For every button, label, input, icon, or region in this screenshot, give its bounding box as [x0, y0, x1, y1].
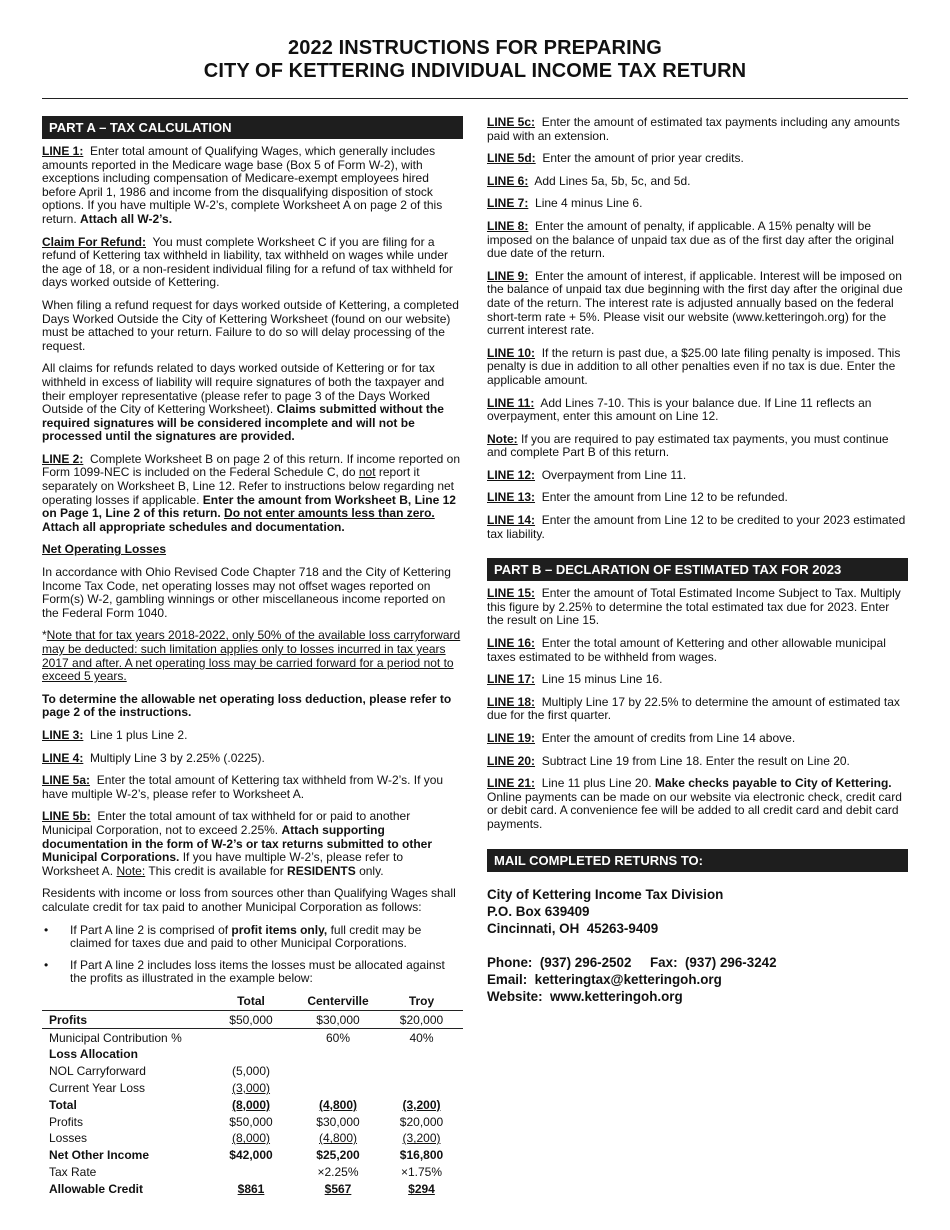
cell-total: $42,000 — [229, 1148, 273, 1163]
table-row — [42, 1113, 463, 1130]
credit-bullet-list — [42, 924, 463, 986]
row-label: Total — [49, 1097, 77, 1112]
claims-bold: Claims submitted without the required signatures will be considered incomplete and will not be processed until the signatures are provided. — [42, 402, 444, 444]
cell-centerville — [296, 1063, 380, 1080]
residents-paragraph: Residents with income or loss from sources other than Qualifying Wages shall calculate credit for tax paid to another Municipal Corporation as follows: — [42, 886, 456, 914]
line-1-instruction — [42, 145, 463, 227]
cell-troy: ×1.75% — [400, 1164, 443, 1179]
bullet-icon: • — [44, 922, 49, 937]
bullet-icon: • — [44, 957, 49, 972]
nol-note — [42, 629, 463, 683]
table-row — [42, 1046, 463, 1063]
bullet-profit-only — [42, 924, 463, 951]
line-5b-text-3: This credit is available for — [148, 863, 284, 878]
line-2-text-a: Complete Worksheet B on page 2 of this return. If income reported on Form 1099-NEC is included on the Federal Schedule C, do — [42, 451, 460, 480]
line-18-text: Multiply Line 17 by 22.5% to determine the amount of estimated tax due for the first quarter. — [487, 694, 900, 723]
line-5b-note: Note: — [116, 863, 146, 878]
line-12-instruction — [487, 469, 908, 483]
refund-label: Claim For Refund: — [42, 234, 146, 249]
mailing-address — [487, 886, 908, 1005]
line-2-instruction — [42, 453, 463, 535]
cell-troy — [380, 1096, 463, 1113]
line-21-bold: Make checks payable to City of Kettering. — [654, 776, 892, 791]
cell-centerville — [296, 1130, 380, 1147]
bullet-2-text: If Part A line 2 includes loss items the losses must be allocated against the profits as illustrated in the example below: — [70, 957, 445, 986]
row-label: Current Year Loss — [49, 1080, 146, 1095]
cell-centerville-value: $567 — [324, 1181, 352, 1196]
cell-total — [206, 1130, 296, 1147]
line-12-label: LINE 12: — [487, 467, 536, 482]
line-14-text: Enter the amount from Line 12 to be credited to your 2023 estimated tax liability. — [487, 513, 906, 541]
cell-total-value: (8,000) — [231, 1097, 271, 1112]
line-12-text: Overpayment from Line 11. — [541, 467, 687, 482]
line-11-label: LINE 11: — [487, 395, 535, 410]
cell-total: (5,000) — [231, 1064, 271, 1079]
line-8-instruction — [487, 220, 908, 261]
cell-total — [206, 1046, 296, 1063]
line-2-not: not — [358, 465, 376, 480]
line-6-instruction — [487, 175, 908, 189]
nol-determine: To determine the allowable net operating loss deduction, please refer to page 2 of the instructions. — [42, 691, 452, 720]
line-16-label: LINE 16: — [487, 636, 536, 651]
line-20-text: Subtract Line 19 from Line 18. Enter the result on Line 20. — [541, 753, 850, 768]
line-2-bold-underline: Do not enter amounts less than zero. — [224, 506, 435, 521]
cell-centerville — [296, 1046, 380, 1063]
line-4-instruction — [42, 752, 463, 766]
credit-example-table — [42, 994, 463, 1197]
line-5c-label: LINE 5c: — [487, 115, 536, 129]
line-9-text: Enter the amount of interest, if applicable. Interest will be imposed on the balance of unpaid tax due beginning with the first day after the original due date of the return. The interest rate is adjusted annually based on the federal short-term rate + 5%. Please visit our website (www.ketteringoh.org) for the current interest rate. — [487, 268, 903, 338]
line-15-instruction — [487, 587, 908, 628]
line-9-label: LINE 9: — [487, 268, 529, 283]
cell-centerville: $30,000 — [296, 1011, 380, 1029]
cell-total-value: (8,000) — [231, 1131, 271, 1146]
line-16-instruction — [487, 637, 908, 664]
line-5d-text: Enter the amount of prior year credits. — [542, 151, 744, 166]
line-2-label: LINE 2: — [42, 451, 84, 466]
line-6-text: Add Lines 5a, 5b, 5c, and 5d. — [534, 173, 691, 188]
cell-total — [206, 1180, 296, 1197]
mail-website: Website: www.ketteringoh.org — [487, 988, 683, 1004]
column-header: Total — [206, 994, 296, 1011]
cell-total: $50,000 — [206, 1011, 296, 1029]
line-13-instruction — [487, 491, 908, 505]
right-column — [487, 116, 908, 1005]
cell-centerville: ×2.25% — [317, 1164, 359, 1179]
row-label: NOL Carryforward — [49, 1064, 146, 1079]
cell-total: $50,000 — [229, 1114, 273, 1129]
page-title — [0, 37, 950, 83]
cell-centerville: $25,200 — [316, 1148, 360, 1163]
line-15-text: Enter the amount of Total Estimated Income Subject to Tax. Multiply this figure by 2.25% to determine the total estimated tax due for 2023. Enter the result on Line 15. — [487, 586, 901, 628]
bullet-1-bold: profit items only, — [231, 922, 328, 937]
line-7-instruction — [487, 197, 908, 211]
line-2-bold-end: Attach all appropriate schedules and documentation. — [42, 519, 345, 534]
line-5b-text: Enter the total amount of tax withheld for or paid to another Municipal Corporation, not to exceed 2.25%. — [42, 809, 411, 837]
cell-troy-value: (3,200) — [402, 1097, 441, 1112]
line-10-label: LINE 10: — [487, 345, 536, 360]
line-4-label: LINE 4: — [42, 750, 84, 765]
line-16-text: Enter the total amount of Kettering and other allowable municipal taxes estimated to be withheld from wages. — [487, 636, 886, 664]
line-21-text: Line 11 plus Line 20. — [541, 776, 652, 791]
line-1-label: LINE 1: — [42, 144, 84, 158]
column-header — [42, 994, 206, 1011]
line-20-label: LINE 20: — [487, 753, 536, 768]
row-label: Losses — [49, 1131, 88, 1146]
line-8-label: LINE 8: — [487, 218, 529, 233]
line-18-instruction — [487, 696, 908, 723]
line-3-instruction — [42, 729, 463, 743]
estimated-note — [487, 433, 908, 460]
cell-troy: $16,800 — [399, 1148, 444, 1163]
cell-centerville — [296, 1080, 380, 1097]
row-label: Tax Rate — [49, 1164, 97, 1179]
part-b-heading: PART B – DECLARATION OF ESTIMATED TAX FOR 2023 — [487, 558, 908, 581]
line-21-text-2: Online payments can be made on our website via electronic check, credit card or debit card. A convenience fee will be added to all credit card and debit card payments. — [487, 789, 902, 831]
mail-spacer — [487, 937, 908, 954]
nol-paragraph: In accordance with Ohio Revised Code Chapter 718 and the City of Kettering Income Tax Code, net operating losses may not offset wages reported on Form(s) W-2, gambling winnings or other miscellaneous income reported on the Federal Form 1040. — [42, 565, 451, 620]
cell-centerville — [296, 1096, 380, 1113]
row-label: Allowable Credit — [49, 1181, 144, 1196]
title-line-1: 2022 INSTRUCTIONS FOR PREPARING — [288, 37, 662, 59]
line-17-text: Line 15 minus Line 16. — [541, 672, 663, 687]
line-5b-text-2: If you have multiple W-2’s, please refer to Worksheet A. — [42, 850, 404, 878]
cell-total-value: $861 — [237, 1181, 265, 1196]
line-6-label: LINE 6: — [487, 173, 529, 188]
table-row — [42, 1080, 463, 1097]
line-5d-instruction — [487, 152, 908, 166]
line-11-instruction — [487, 397, 908, 424]
line-21-label: LINE 21: — [487, 776, 536, 791]
row-label: Net Other Income — [49, 1148, 150, 1163]
line-5d-label: LINE 5d: — [487, 151, 536, 166]
cell-troy: $20,000 — [399, 1114, 444, 1129]
table-row — [42, 1063, 463, 1080]
table-row — [42, 1011, 463, 1029]
note-text: If you are required to pay estimated tax payments, you must continue and complete Part B of this return. — [487, 431, 889, 460]
cell-total — [206, 1096, 296, 1113]
cell-troy — [380, 1180, 463, 1197]
refund-text: You must complete Worksheet C if you are filing for a refund of Kettering tax withheld in liability, tax withheld on wages while under the age of 18, or a non-resident individual filing for a refund of tax withheld for days worked outside of Kettering. — [42, 234, 453, 290]
cell-troy — [380, 1130, 463, 1147]
line-5a-instruction — [42, 774, 463, 801]
table-row — [42, 1180, 463, 1197]
table-header-row — [42, 994, 463, 1011]
line-2-text-b: report it separately on Worksheet B, Line 12. Refer to instructions below regarding net operating losses if applicable. — [42, 465, 455, 507]
line-10-instruction — [487, 347, 908, 388]
mail-phone: Phone: (937) 296-2502 Fax: (937) 296-3242 — [487, 954, 777, 970]
nol-heading: Net Operating Losses — [42, 542, 167, 557]
line-21-instruction — [487, 777, 908, 831]
nol-note-text: Note that for tax years 2018-2022, only 50% of the available loss carryforward may be deducted: such limitation applies only to losses incurred in tax years 2017 and after. A net operating loss may be carried forward for a period not to exceed 5 years. — [42, 628, 461, 684]
mail-name: City of Kettering Income Tax Division — [487, 886, 724, 902]
row-label: Profits — [49, 1114, 84, 1129]
line-7-text: Line 4 minus Line 6. — [535, 196, 643, 211]
cell-centerville-value: (4,800) — [318, 1131, 358, 1146]
line-1-bold: Attach all W-2’s. — [80, 211, 173, 226]
line-3-text: Line 1 plus Line 2. — [90, 727, 188, 742]
column-header: Centerville — [296, 994, 380, 1011]
cell-centerville: 60% — [325, 1030, 351, 1045]
cell-troy — [380, 1080, 463, 1097]
line-5b-residents: RESIDENTS — [287, 863, 356, 878]
mail-email: Email: ketteringtax@ketteringoh.org — [487, 971, 722, 987]
cell-centerville-value: (4,800) — [318, 1097, 358, 1112]
line-5b-instruction — [42, 810, 463, 878]
part-a-heading: PART A – TAX CALCULATION — [42, 116, 463, 139]
line-11-text: Add Lines 7-10. This is your balance due. If Line 11 reflects an overpayment, enter this amount on Line 12. — [487, 395, 872, 424]
line-7-label: LINE 7: — [487, 196, 529, 211]
cell-troy-value: $294 — [408, 1181, 435, 1196]
table-row — [42, 1130, 463, 1147]
line-17-instruction — [487, 673, 908, 687]
bullet-1-text-b: full credit may be claimed for taxes due and paid to other Municipal Corporations. — [70, 922, 422, 951]
line-19-label: LINE 19: — [487, 731, 536, 745]
cell-troy — [380, 1063, 463, 1080]
line-1-text: Enter total amount of Qualifying Wages, which generally includes amounts reported in the Medicare wage base (Box 5 of Form W-2), with exceptions including compensation of Medicare-exempt employees hired before April 1, 1986 and income from the disqualifying disposition of stock options. If you have multiple W-2’s, complete Worksheet A on page 2 of this return. — [42, 144, 443, 226]
cell-centerville: $30,000 — [316, 1114, 360, 1129]
line-5a-label: LINE 5a: — [42, 773, 91, 788]
line-2-bold: Enter the amount from Worksheet B, Line 12 on Page 1, Line 2 of this return. — [42, 492, 456, 521]
line-13-text: Enter the amount from Line 12 to be refunded. — [541, 490, 788, 505]
line-19-text: Enter the amount of credits from Line 14 above. — [541, 731, 796, 745]
cell-troy — [380, 1046, 463, 1063]
note-label: Note: — [487, 431, 518, 446]
line-15-label: LINE 15: — [487, 586, 536, 601]
bullet-loss-items — [42, 959, 463, 986]
line-5b-only: only. — [359, 863, 384, 878]
cell-total — [206, 1029, 296, 1046]
cell-centerville — [296, 1180, 380, 1197]
line-5c-instruction — [487, 116, 908, 143]
row-label: Loss Allocation — [49, 1047, 138, 1062]
table-row — [42, 1029, 463, 1046]
line-8-text: Enter the amount of penalty, if applicable. A 15% penalty will be imposed on the balance of unpaid tax due as of the first day after the original due date of the return. — [487, 218, 894, 261]
mail-city: Cincinnati, OH 45263-9409 — [487, 920, 659, 936]
line-5a-text: Enter the total amount of Kettering tax withheld from W-2’s. If you have multiple W-2’s, please refer to Worksheet A. — [42, 773, 444, 801]
left-column — [42, 116, 463, 1197]
row-label: Municipal Contribution % — [49, 1030, 182, 1045]
cell-troy: $20,000 — [380, 1011, 463, 1029]
cell-troy-value: (3,200) — [402, 1131, 441, 1146]
line-5c-text: Enter the amount of estimated tax payments including any amounts paid with an extension. — [487, 115, 900, 143]
cell-total — [206, 1080, 296, 1097]
claims-text: All claims for refunds related to days worked outside of Kettering or for tax withheld in excess of liability will require signatures of both the taxpayer and their employer representative (please refer to page 3 of the Days Worked Outside of the City of Kettering Worksheet). — [42, 361, 445, 417]
mail-heading: MAIL COMPLETED RETURNS TO: — [487, 849, 908, 872]
line-4-text: Multiply Line 3 by 2.25% (.0225). — [90, 750, 265, 765]
line-13-label: LINE 13: — [487, 490, 536, 505]
line-14-label: LINE 14: — [487, 513, 536, 528]
cell-troy: 40% — [409, 1030, 434, 1045]
claims-paragraph — [42, 362, 463, 444]
line-17-label: LINE 17: — [487, 672, 536, 687]
line-3-label: LINE 3: — [42, 727, 84, 742]
line-14-instruction — [487, 514, 908, 541]
line-18-label: LINE 18: — [487, 694, 536, 709]
title-line-2: CITY OF KETTERING INDIVIDUAL INCOME TAX RETURN — [203, 60, 747, 82]
column-header: Troy — [380, 994, 463, 1011]
line-19-instruction — [487, 732, 908, 746]
line-20-instruction — [487, 755, 908, 769]
line-10-text: If the return is past due, a $25.00 late filing penalty is imposed. This penalty is due in addition to all other penalties even if no tax is due. Enter the applicable amount. — [487, 345, 901, 387]
days-worked-paragraph: When filing a refund request for days worked outside of Kettering, a completed Days Worked Outside the City of Kettering Worksheet (found on our website) must be attached to your return. Failure to do so will delay processing of the request. — [42, 297, 459, 353]
cell-total — [206, 1164, 296, 1181]
line-5b-bold: Attach supporting documentation in the form of W-2’s or tax returns submitted to other Municipal Corporations. — [42, 822, 432, 865]
table-row — [42, 1147, 463, 1164]
line-9-instruction — [487, 270, 908, 338]
nol-note-star: * — [42, 628, 47, 643]
table-row — [42, 1096, 463, 1113]
bullet-1-text-a: If Part A line 2 is comprised of — [70, 922, 229, 937]
table-row — [42, 1164, 463, 1181]
cell-total-value: (3,000) — [231, 1080, 271, 1095]
line-5b-label: LINE 5b: — [42, 809, 91, 824]
mail-po-box: P.O. Box 639409 — [487, 903, 590, 919]
claim-for-refund — [42, 236, 463, 290]
title-divider — [42, 98, 908, 99]
row-label: Profits — [42, 1011, 206, 1029]
